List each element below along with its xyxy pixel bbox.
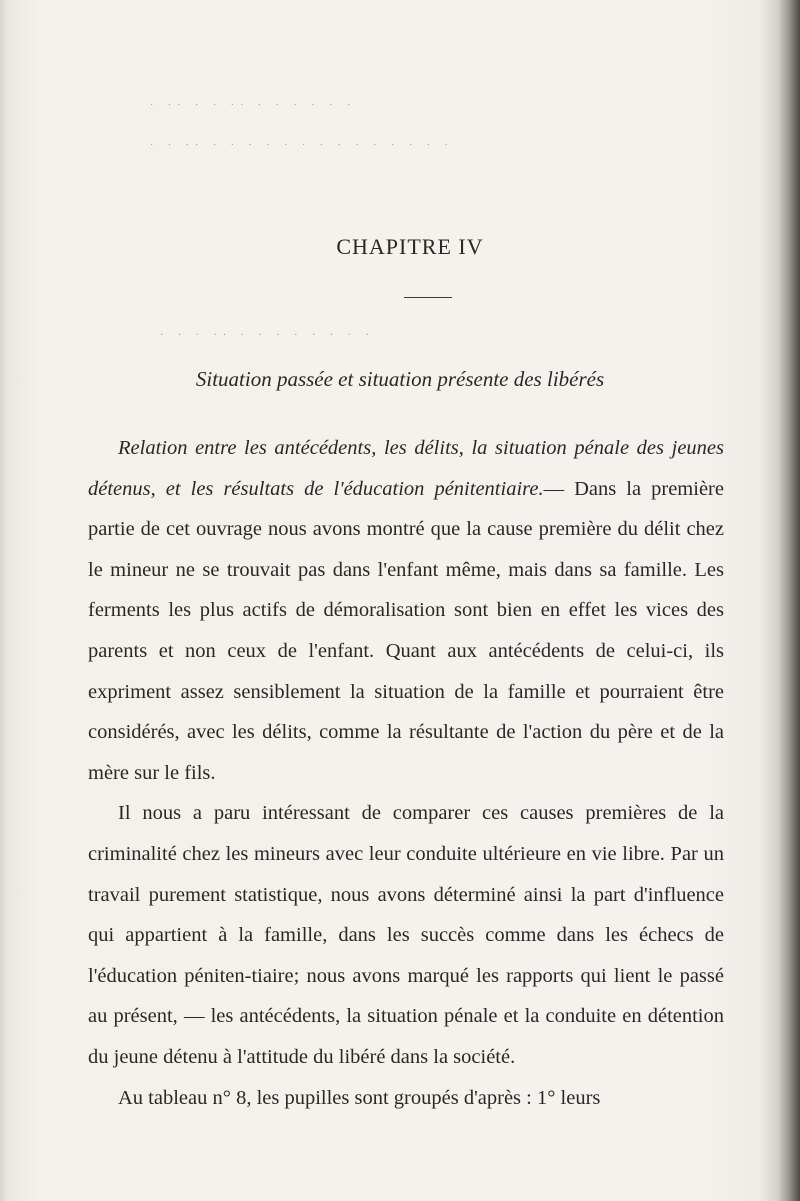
show-through-speckle: · · ·· · · · · · · · · · · · · · · — [150, 140, 454, 151]
paragraph-2: Il nous a paru intéressant de comparer ces causes premières de la criminalité chez les mineurs avec leur conduite ultérieure en vie libre. Par un travail purement statistique, nous avons déterminé ainsi la part d'influence qui appartient à la famille, dans les succès comme dans les échecs de l'éducation péniten-tiaire; nous avons marqué les rapports qui lient le passé au présent, — les antécédents, la situation pénale et la conduite en détention du jeune détenu à l'attitude du libéré dans la société. — [88, 802, 724, 1068]
paragraph-3: Au tableau n° 8, les pupilles sont groupés d'après : 1° leurs — [118, 1086, 601, 1109]
paragraph-1-text: — Dans la première partie de cet ouvrage nous avons montré que la cause première du délit chez le mineur ne se trouvait pas dans l'enfant même, mais dans sa famille. Les ferments les plus actifs de démoralisation sont bien en effet les vices des parents et non ceux de l'enfant. Quant aux antécédents de celui-ci, ils expriment assez sensiblement la situation de la famille et pourraient être considérés, avec les délits, comme la résultante de l'action du père et de la mère sur le fils. — [88, 477, 724, 784]
page-left-edge — [0, 0, 8, 1201]
chapter-subtitle: Situation passée et situation présente des libérés — [195, 367, 605, 391]
body-text — [88, 428, 724, 1118]
paragraph-1 — [88, 428, 724, 793]
paragraph-1-lead: Relation entre les antécédents, les délits, la situation pénale des jeunes détenus, et les résultats de l'éducation pénitentiaire. — [88, 437, 724, 500]
heading-divider — [404, 297, 452, 298]
show-through-speckle: · ·· · · ·· · · · · · · — [150, 100, 357, 111]
page-gutter-shadow — [778, 0, 800, 1201]
show-through-speckle: · · · ·· · · · · · · · · — [160, 330, 375, 341]
chapter-heading: CHAPITRE IV — [336, 234, 484, 259]
